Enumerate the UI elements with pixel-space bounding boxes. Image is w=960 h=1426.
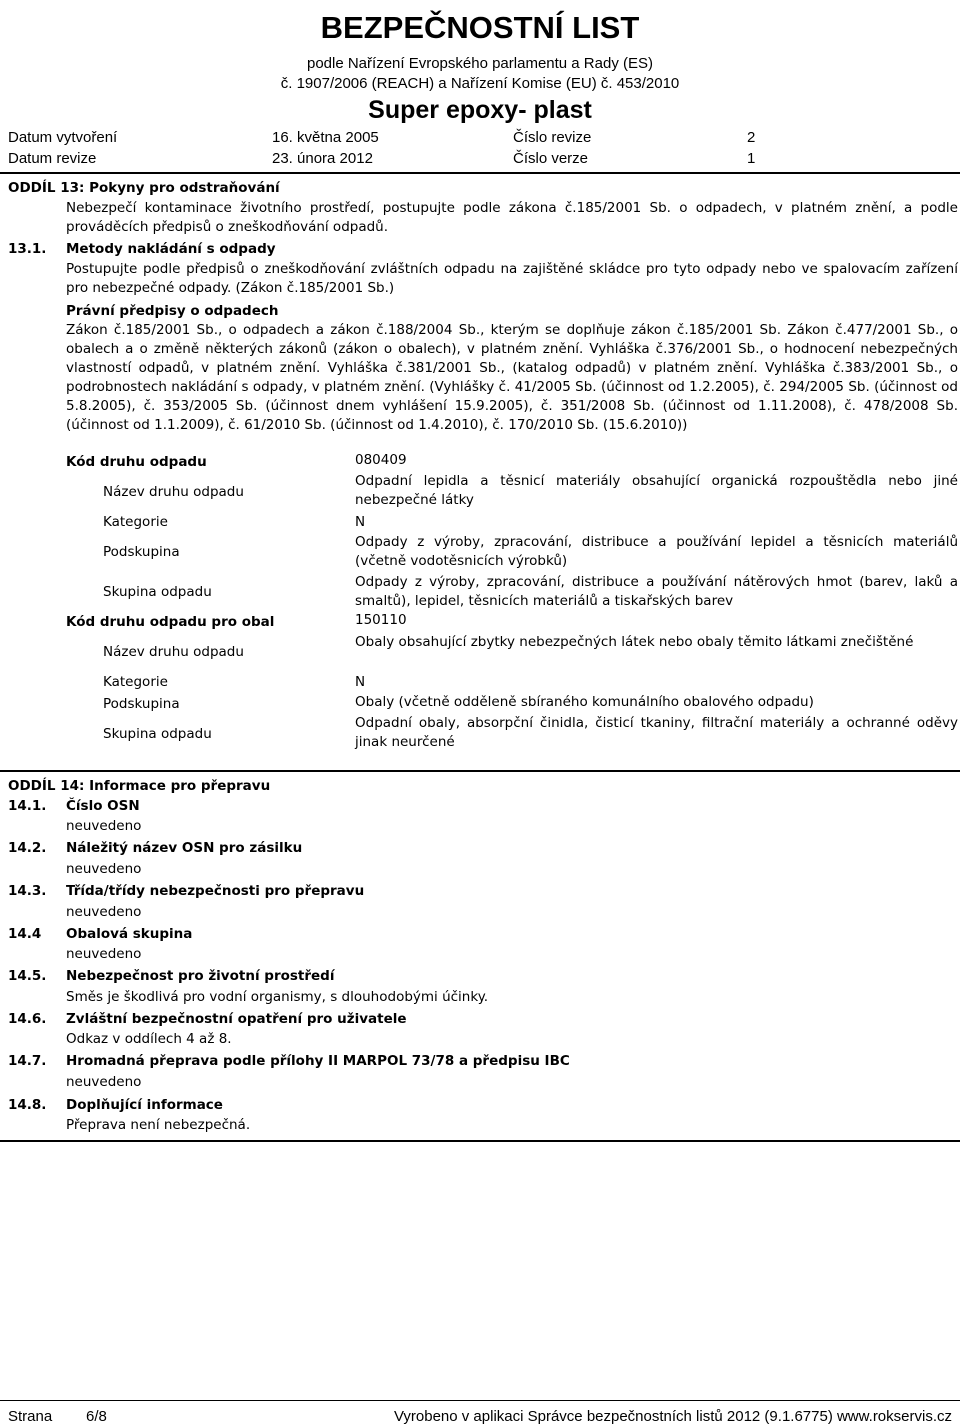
item-14-1-title: Číslo OSN xyxy=(66,798,140,814)
section-14-heading: ODDÍL 14: Informace pro přepravu xyxy=(8,778,271,794)
packaging-category-value: N xyxy=(355,674,366,690)
packaging-name-label: Název druhu odpadu xyxy=(103,644,244,660)
item-14-4-number: 14.4 xyxy=(8,926,42,942)
packaging-group-value: Odpadní obaly, absorpční činidla, čisticí tkaniny, filtrační materiály a ochranné oděvy jinak neurčené xyxy=(355,715,958,750)
revision-date-value: 23. února 2012 xyxy=(272,150,373,167)
item-14-7-value: neuvedeno xyxy=(66,1074,142,1090)
item-14-7-title: Hromadná přeprava podle přílohy II MARPOL 73/78 a předpisu IBC xyxy=(66,1053,570,1069)
legal-regulations-text: Zákon č.185/2001 Sb., o odpadech a zákon č.188/2004 Sb., kterým se doplňuje zákon č.185/2001 Sb. Zákon č.477/2001 Sb., o obalech a o změně některých zákonů (zákon o obalech), v platném znění. Vyhláška č.376/2001 Sb., o hodnocení nebezpečných vlastností odpadů, v platném znění. Vyhláška č.381/2001 Sb., (katalog odpadů) v platném znění. Vyhláška č.383/2001 Sb., o podrobnostech nakládání s odpady, v platném znění. (Vyhlášky č. 41/2005 Sb. (účinnost od 1.2.2005), č. 294/2005 Sb. (účinnost od 5.8.2005), č. 353/2005 Sb. (účinnost dnem vyhlášení 15.9.2005), č. 351/2008 Sb. (účinnost od 1.11.2008), č. 478/2008 Sb. (účinnost od 1.1.2009), č. 61/2010 Sb. (účinnost od 1.4.2010), č. 170/2010 Sb. (15.6.2010)) xyxy=(66,322,958,433)
revision-number-label: Číslo revize xyxy=(513,129,592,146)
footer-divider xyxy=(0,1400,960,1401)
section-end-divider xyxy=(0,1140,960,1142)
waste-code-label: Kód druhu odpadu xyxy=(66,454,207,470)
created-date-value: 16. května 2005 xyxy=(272,129,379,146)
section-divider xyxy=(0,770,960,772)
product-name: Super epoxy- plast xyxy=(368,96,592,124)
item-14-1-number: 14.1. xyxy=(8,798,47,814)
waste-name-value: Odpadní lepidla a těsnicí materiály obsahující organická rozpouštědla nebo jiné nebezpečné látky xyxy=(355,473,958,508)
item-14-3-value: neuvedeno xyxy=(66,904,142,920)
item-14-4-title: Obalová skupina xyxy=(66,926,193,942)
version-label: Číslo verze xyxy=(513,150,589,167)
item-14-8-number: 14.8. xyxy=(8,1097,47,1113)
subsection-13-1-number: 13.1. xyxy=(8,241,47,257)
item-14-5-title: Nebezpečnost pro životní prostředí xyxy=(66,968,335,984)
item-14-5-number: 14.5. xyxy=(8,968,47,984)
regulation-line-1: podle Nařízení Evropského parlamentu a Rady (ES) xyxy=(306,55,653,72)
item-14-4-value: neuvedeno xyxy=(66,946,142,962)
revision-date-label: Datum revize xyxy=(8,150,97,167)
packaging-subgroup-label: Podskupina xyxy=(103,696,180,712)
waste-category-label: Kategorie xyxy=(103,514,168,530)
subsection-13-1-title: Metody nakládání s odpady xyxy=(66,241,276,257)
packaging-code-label: Kód druhu odpadu pro obal xyxy=(66,614,275,630)
item-14-5-value: Směs je škodlivá pro vodní organismy, s dlouhodobými účinky. xyxy=(66,989,489,1005)
item-14-8-value: Přeprava není nebezpečná. xyxy=(66,1117,251,1133)
item-14-8-title: Doplňující informace xyxy=(66,1097,223,1113)
subsection-13-1-text: Postupujte podle předpisů o zneškodňování zvláštních odpadu na zajištěné skládce pro tyto odpady nebo ve spalovacím zařízení pro nebezpečné odpady. (Zákon č.185/2001 Sb.) xyxy=(66,261,958,296)
packaging-name-value: Obaly obsahující zbytky nebezpečných látek nebo obaly těmito látkami znečištěné xyxy=(355,634,914,650)
item-14-2-title: Náležitý název OSN pro zásilku xyxy=(66,840,303,856)
page-number: 6/8 xyxy=(86,1408,107,1425)
packaging-subgroup-value: Obaly (včetně odděleně sbíraného komunálního obalového odpadu) xyxy=(355,694,814,710)
waste-subgroup-value: Odpady z výroby, zpracování, distribuce a používání lepidel a těsnicích materiálů (včetně vodotěsnicích výrobků) xyxy=(355,534,958,569)
waste-code-value: 080409 xyxy=(355,452,407,468)
legal-regulations-title: Právní předpisy o odpadech xyxy=(66,303,279,319)
item-14-6-title: Zvláštní bezpečnostní opatření pro uživatele xyxy=(66,1011,407,1027)
item-14-6-number: 14.6. xyxy=(8,1011,47,1027)
waste-group-label: Skupina odpadu xyxy=(103,584,212,600)
created-date-label: Datum vytvoření xyxy=(8,129,118,146)
version-value: 1 xyxy=(747,150,756,167)
waste-group-value: Odpady z výroby, zpracování, distribuce a používání nátěrových hmot (barev, laků a smaltů), lepidel, těsnicích materiálů a tiskařských barev xyxy=(355,574,958,609)
item-14-6-value: Odkaz v oddílech 4 až 8. xyxy=(66,1031,232,1047)
revision-number-value: 2 xyxy=(747,129,756,146)
item-14-2-value: neuvedeno xyxy=(66,861,142,877)
page-label: Strana xyxy=(8,1408,53,1425)
item-14-7-number: 14.7. xyxy=(8,1053,47,1069)
regulation-line-2: č. 1907/2006 (REACH) a Nařízení Komise (EU) č. 453/2010 xyxy=(280,75,680,92)
footer-credit: Vyrobeno v aplikaci Správce bezpečnostních listů 2012 (9.1.6775) www.rokservis.cz xyxy=(393,1408,952,1425)
packaging-category-label: Kategorie xyxy=(103,674,168,690)
item-14-2-number: 14.2. xyxy=(8,840,47,856)
waste-name-label: Název druhu odpadu xyxy=(103,484,244,500)
section-13-heading: ODDÍL 13: Pokyny pro odstraňování xyxy=(8,180,280,196)
header-divider xyxy=(0,172,960,174)
section-13-intro: Nebezpečí kontaminace životního prostředí, postupujte podle zákona č.185/2001 Sb. o odpadech, v platném znění, a podle prováděcích předpisů o zneškodňování odpadů. xyxy=(66,200,958,235)
item-14-1-value: neuvedeno xyxy=(66,818,142,834)
packaging-code-value: 150110 xyxy=(355,612,407,628)
document-title: BEZPEČNOSTNÍ LIST xyxy=(320,10,640,45)
waste-subgroup-label: Podskupina xyxy=(103,544,180,560)
item-14-3-title: Třída/třídy nebezpečnosti pro přepravu xyxy=(66,883,365,899)
item-14-3-number: 14.3. xyxy=(8,883,47,899)
packaging-group-label: Skupina odpadu xyxy=(103,726,212,742)
waste-category-value: N xyxy=(355,514,366,530)
